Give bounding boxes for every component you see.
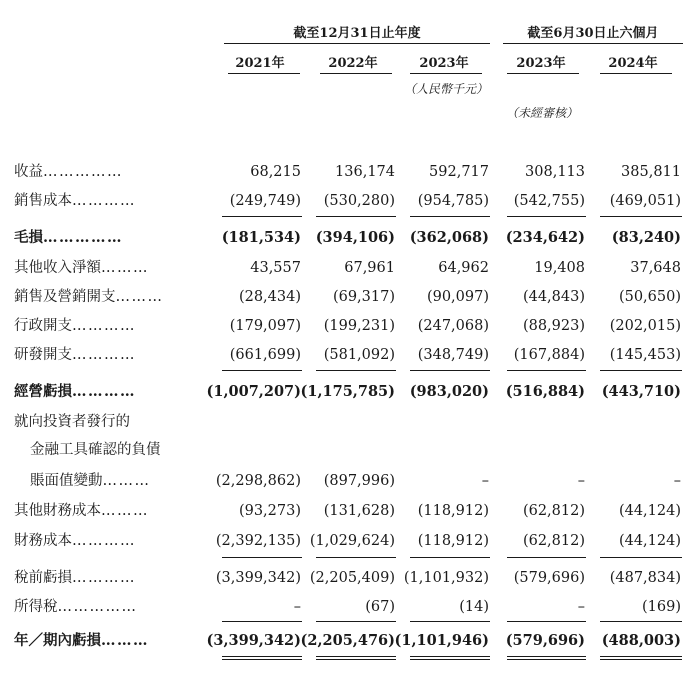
row-label [14,565,136,591]
subtotal-rule [600,370,682,371]
subtotal-rule [410,621,490,622]
row-value: (83,240) [611,229,681,246]
table-row [0,468,696,494]
table-row [0,188,696,214]
subtotal-rule [410,557,490,558]
row-label-text: 財務成本 [14,533,72,549]
table-row [0,628,696,654]
table-row [0,313,696,339]
row-value: (62,812) [522,533,585,549]
row-label-text: 稅前虧損 [14,570,72,586]
row-leader-dots: ………… [72,570,136,586]
total-double-rule [410,656,490,657]
row-value: 64,962 [438,260,489,276]
year-rule-1 [228,73,300,74]
row-value: (1,175,785) [300,383,395,400]
row-value: 37,648 [630,260,681,276]
row-leader-dots: ……… [102,473,151,489]
total-double-rule [507,659,586,660]
row-label [14,528,136,554]
total-double-rule [600,659,682,660]
row-label [14,628,149,654]
row-label-text: 其他收入淨額 [14,260,101,276]
subtotal-rule [507,216,586,217]
row-label-text: 收益 [14,164,43,180]
table-row [0,225,696,251]
unit-note: （人民幣千元） [403,82,488,96]
row-value: (1,029,624) [309,533,395,549]
row-value: (202,015) [609,318,681,334]
row-value: 67,961 [344,260,395,276]
row-value: (2,205,476) [300,632,395,649]
row-value: (579,696) [505,632,585,649]
row-value: 385,811 [621,164,681,180]
subtotal-rule [600,621,682,622]
row-value: (118,912) [417,503,489,519]
subtotal-rule [316,370,396,371]
subtotal-rule [316,557,396,558]
table-row [0,565,696,591]
row-label [14,498,149,524]
row-value: (1,101,932) [403,570,489,586]
row-value: (2,205,409) [309,570,395,586]
row-value: 592,717 [429,164,489,180]
row-value: (2,298,862) [215,473,301,489]
row-value: (2,392,135) [215,533,301,549]
subtotal-rule [222,216,302,217]
table-row [0,379,696,405]
total-double-rule [410,659,490,660]
row-value: (44,124) [618,533,681,549]
header-group-interim: 截至6月30日止六個月 [527,26,659,41]
row-leader-dots: ………… [72,193,136,209]
row-value: (88,923) [522,318,585,334]
row-value: (181,534) [221,229,301,246]
header-group-annual-rule [224,43,490,44]
row-label [30,468,151,494]
table-row [0,528,696,554]
row-value: (394,106) [315,229,395,246]
row-value: (530,280) [323,193,395,209]
row-leader-dots: ………… [72,347,136,363]
row-value: (487,834) [609,570,681,586]
row-value: (1,101,946) [394,632,489,649]
row-value: (28,434) [238,289,301,305]
row-value: (897,996) [323,473,395,489]
row-value: (249,749) [229,193,301,209]
total-double-rule [222,656,302,657]
row-label [14,284,164,310]
row-value: (661,699) [229,347,301,363]
row-value: (516,884) [505,383,585,400]
row-value: (167,884) [513,347,585,363]
subtotal-rule [222,370,302,371]
subtotal-rule [222,621,302,622]
year-rule-2 [320,73,392,74]
subtotal-rule [600,216,682,217]
row-label-text: 賬面值變動 [30,473,103,489]
row-value: (954,785) [417,193,489,209]
row-value: – [577,473,585,489]
row-value: – [481,473,489,489]
row-leader-dots: …………… [43,164,123,180]
row-value: – [673,473,681,489]
row-value: (983,020) [409,383,489,400]
row-value: (179,097) [229,318,301,334]
table-row [0,498,696,524]
row-value: (14) [459,599,489,615]
row-leader-dots: ………… [72,533,136,549]
row-value: 308,113 [525,164,585,180]
table-row [0,409,696,435]
year-rule-5 [600,73,672,74]
row-leader-dots: …………… [43,229,123,246]
row-label [14,159,123,185]
row-value: (234,642) [505,229,585,246]
header-year-2023-interim: 2023年 [516,56,566,71]
total-double-rule [600,656,682,657]
row-leader-dots: …………… [57,599,138,615]
row-label [14,255,149,281]
row-leader-dots: ……… [101,260,149,276]
row-label [14,188,136,214]
header-year-2024-interim: 2024年 [608,56,658,71]
row-label [14,313,136,339]
row-value: (581,092) [323,347,395,363]
row-label-text: 行政開支 [14,318,72,334]
subtotal-rule [316,621,396,622]
row-value: (118,912) [417,533,489,549]
row-label-text: 就向投資者發行的 [14,414,130,430]
row-leader-dots: ……… [101,632,149,649]
row-value: (131,628) [323,503,395,519]
row-value: (443,710) [601,383,681,400]
row-label-text: 年／期內虧損 [14,632,101,649]
subtotal-rule [600,557,682,558]
row-label-text: 經營虧損 [14,383,72,400]
row-label-text: 銷售及營銷開支 [14,289,116,305]
row-label [14,409,130,435]
table-row [0,342,696,368]
row-value: (247,068) [417,318,489,334]
total-double-rule [222,659,302,660]
row-label [14,379,136,405]
row-value: (1,007,207) [206,383,301,400]
row-value: 19,408 [534,260,585,276]
table-row [0,159,696,185]
row-value: (362,068) [409,229,489,246]
row-leader-dots: ……… [101,503,149,519]
row-value: (348,749) [417,347,489,363]
row-label-text: 研發開支 [14,347,72,363]
row-value: (3,399,342) [206,632,301,649]
row-value: (93,273) [238,503,301,519]
header-group-interim-rule [503,43,683,44]
row-value: (3,399,342) [215,570,301,586]
header-group-annual: 截至12月31日止年度 [293,26,421,41]
total-double-rule [316,656,396,657]
row-value: (488,003) [601,632,681,649]
row-value: (44,843) [522,289,585,305]
row-value: – [293,599,301,615]
table-row [0,437,696,463]
row-value: (62,812) [522,503,585,519]
row-value: (542,755) [513,193,585,209]
total-double-rule [507,656,586,657]
row-value: (69,317) [332,289,395,305]
subtotal-rule [507,557,586,558]
header-year-2023: 2023年 [419,56,469,71]
row-label-text: 所得稅 [14,599,58,615]
row-label-text: 其他財務成本 [14,503,101,519]
row-label [30,437,161,463]
header-year-2021: 2021年 [235,56,285,71]
subtotal-rule [222,557,302,558]
row-value: (67) [365,599,395,615]
table-row [0,255,696,281]
row-value: (145,453) [609,347,681,363]
row-value: – [577,599,585,615]
row-value: 136,174 [335,164,395,180]
subtotal-rule [316,216,396,217]
row-leader-dots: ………… [72,318,136,334]
row-value: (90,097) [426,289,489,305]
row-leader-dots: ………… [72,383,136,400]
header-year-2022: 2022年 [328,56,378,71]
subtotal-rule [507,621,586,622]
row-label-text: 銷售成本 [14,193,72,209]
row-value: 68,215 [250,164,301,180]
total-double-rule [316,659,396,660]
row-value: (169) [642,599,681,615]
year-rule-3 [410,73,482,74]
row-value: (579,696) [513,570,585,586]
audit-note: （未經審核） [505,106,578,120]
row-label-text: 金融工具確認的負債 [30,442,161,458]
row-label-text: 毛損 [14,229,43,246]
table-row [0,284,696,310]
subtotal-rule [507,370,586,371]
row-value: (44,124) [618,503,681,519]
row-label [14,594,138,620]
row-label [14,225,123,251]
row-value: (469,051) [609,193,681,209]
subtotal-rule [410,216,490,217]
row-value: (199,231) [323,318,395,334]
row-label [14,342,136,368]
row-leader-dots: ……… [115,289,164,305]
subtotal-rule [410,370,490,371]
row-value: (50,650) [618,289,681,305]
row-value: 43,557 [250,260,301,276]
table-row [0,594,696,620]
year-rule-4 [507,73,579,74]
